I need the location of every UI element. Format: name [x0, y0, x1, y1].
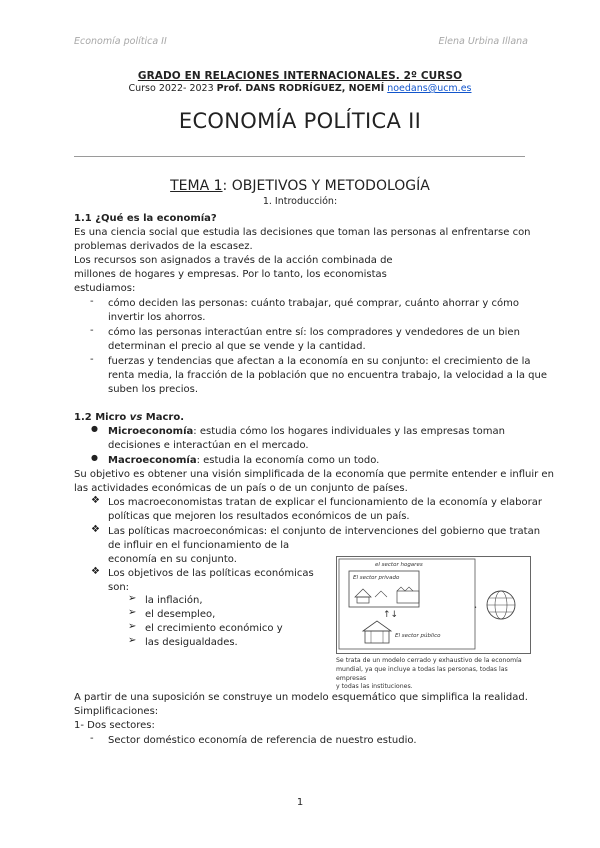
government-icon [363, 621, 391, 643]
label-public-sector: El sector público [395, 633, 441, 639]
paragraph-line: las actividades económicas de un país o de un conjunto de países. [74, 483, 408, 494]
label-households: el sector hogares [375, 562, 423, 568]
page-number: 1 [296, 797, 304, 808]
list-item: invertir los ahorros. [108, 312, 206, 323]
economy-model-sketch [337, 557, 530, 653]
caption-line: Se trata de un modelo cerrado y exhaustivo de la economía [336, 657, 522, 664]
list-item: renta media, la fracción de la población que no encuentra trabajo, la velocidad a la que [108, 370, 548, 381]
divider [74, 156, 525, 157]
globe-icon [487, 591, 515, 619]
paragraph-line: problemas derivados de la escasez. [74, 241, 253, 252]
list-item: cómo deciden las personas: cuánto trabajar, qué comprar, cuánto ahorrar y cómo [108, 298, 520, 309]
diamond-bullet: ❖ [91, 524, 100, 535]
list-item: suben los precios. [108, 384, 199, 395]
macro-term: Macroeconomía [108, 455, 197, 466]
header-left: Economía política II [74, 36, 167, 47]
list-item: fuerzas y tendencias que afectan a la economía en su conjunto: el crecimiento de la [108, 356, 531, 367]
intro-heading: 1. Introducción: [262, 196, 338, 207]
page-title: ECONOMÍA POLÍTICA II [178, 109, 422, 133]
list-item: la inflación, [145, 595, 203, 606]
heading-1-2-vs: vs [129, 412, 143, 423]
paragraph-line: A partir de una suposición se construye un modelo esquemático que simplifica la realidad. [74, 692, 528, 703]
dash-bullet: - [90, 296, 94, 307]
heading-1-1: 1.1 ¿Qué es la economía? [74, 213, 217, 224]
list-item: Los macroeconomistas tratan de explicar el funcionamiento de la economía y elaborar [108, 497, 542, 508]
list-item: determinan el precio al que se vende y la cantidad. [108, 341, 366, 352]
paragraph-line: 1- Dos sectores: [74, 720, 155, 731]
list-item-micro [108, 424, 505, 439]
list-item: decisiones e interactúan en el mercado. [108, 440, 309, 451]
dash-bullet: - [90, 733, 94, 744]
heading-1-2 [74, 410, 184, 425]
list-item: de influir en el funcionamiento de la [108, 540, 290, 551]
paragraph-line: Simplificaciones: [74, 706, 159, 717]
professor-line [0, 83, 600, 94]
bullet-dot: ● [91, 424, 98, 433]
arrow-bullet: ➢ [128, 621, 137, 632]
email-link[interactable]: noedans@ucm.es [387, 83, 472, 94]
header-right: Elena Urbina Illana [438, 36, 528, 47]
houses-icon [355, 589, 387, 603]
list-item: el crecimiento económico y [145, 623, 283, 634]
caption-line: mundial, ya que incluye a todas las personas, todas las empresas [336, 665, 508, 682]
list-item: políticas que mejoren los resultados económicos de un país. [108, 511, 410, 522]
section-title [0, 178, 600, 194]
diamond-bullet: ❖ [91, 566, 100, 577]
dash-bullet: - [90, 354, 94, 365]
paragraph-line: Es una ciencia social que estudia las decisiones que toman las personas al enfrentarse con [74, 227, 531, 238]
course-year: Curso 2022- 2023 [128, 83, 214, 94]
arrow-bullet: ➢ [128, 607, 137, 618]
professor-name: Prof. DANS RODRÍGUEZ, NOEMÍ [216, 83, 385, 94]
macro-def: : estudia la economía como un todo. [196, 455, 380, 466]
list-item: Sector doméstico economía de referencia de nuestro estudio. [108, 735, 417, 746]
caption-line: y todas las instituciones. [336, 683, 413, 691]
tema-rest: : OBJETIVOS Y METODOLOGÍA [222, 178, 430, 194]
list-item: las desigualdades. [145, 637, 238, 648]
figure-caption [336, 657, 536, 692]
list-item: Las políticas macroeconómicas: el conjunto de intervenciones del gobierno que tratan [108, 526, 541, 537]
updown-arrows-icon: ↑↓ [383, 610, 399, 620]
paragraph-line: Los recursos son asignados a través de la acción combinada de [74, 255, 393, 266]
diamond-bullet: ❖ [91, 495, 100, 506]
list-item: Los objetivos de las políticas económicas [108, 568, 314, 579]
bullet-dot: ● [91, 453, 98, 462]
list-item: cómo las personas interactúan entre sí: los compradores y vendedores de un bien [108, 327, 520, 338]
tema-label: TEMA 1 [170, 178, 223, 194]
list-item: economía en su conjunto. [108, 554, 237, 565]
paragraph-line: estudiamos: [74, 283, 136, 294]
label-private-sector: El sector privado [353, 575, 400, 581]
dash-bullet: - [90, 325, 94, 336]
course-title: GRADO EN RELACIONES INTERNACIONALES. 2º CURSO [137, 70, 463, 82]
list-item: el desempleo, [145, 609, 216, 620]
heading-1-2-a: 1.2 Micro [74, 412, 130, 423]
arrow-bullet: ➢ [128, 635, 137, 646]
list-item: son: [108, 582, 130, 593]
paragraph-line: Su objetivo es obtener una visión simplificada de la economía que permite entender e influir en [74, 469, 554, 480]
list-item-macro [108, 453, 379, 468]
heading-1-2-b: Macro. [142, 412, 184, 423]
economy-model-figure [336, 556, 531, 654]
micro-def: : estudia cómo los hogares individuales y las empresas toman [193, 426, 505, 437]
arrow-bullet: ➢ [128, 593, 137, 604]
factory-icon [397, 587, 419, 603]
micro-term: Microeconomía [108, 426, 194, 437]
paragraph-line: millones de hogares y empresas. Por lo tanto, los economistas [74, 269, 387, 280]
dot-marker: • [474, 605, 477, 611]
